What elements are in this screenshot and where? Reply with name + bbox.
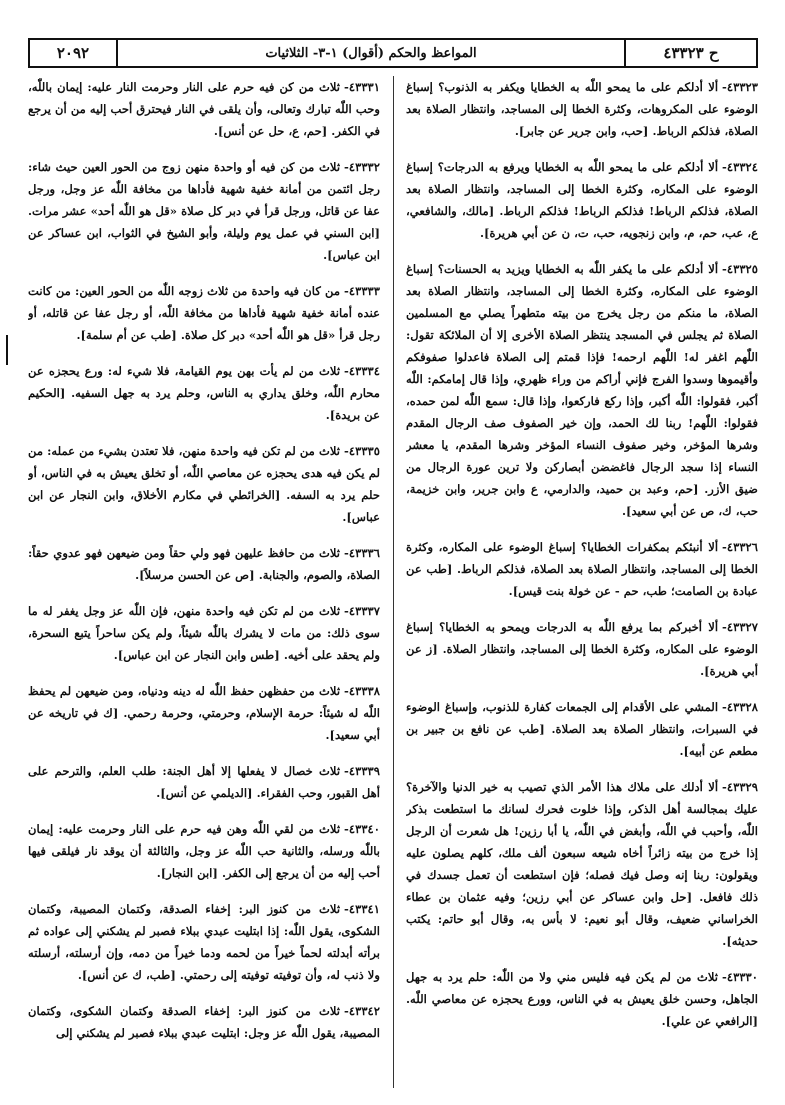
hadith-entry bbox=[28, 898, 380, 986]
hadith-entry bbox=[406, 696, 758, 762]
hadith-source: [الرافعي عن علي]. bbox=[661, 1014, 758, 1028]
hadith-text: ثلاث خصال لا يفعلها إلا أهل الجنة: طلب العلم، والترحم على أهل القبور، وحب الفقراء. bbox=[28, 764, 380, 800]
hadith-entry bbox=[28, 680, 380, 746]
hadith-entry bbox=[28, 1000, 380, 1044]
hadith-text: ثلاث من كن فيه حرم على النار وحرمت النار عليه: إيمان باللّٰه، وحب اللّٰه تبارك وتعالى، وأن يلقى في النار فيحترق أحب إليه من أن يرجع في الكفر. bbox=[28, 80, 380, 138]
hadith-number: ٤٣٣٣١- bbox=[344, 80, 380, 94]
hadith-source: [حب، وابن جرير عن جابر]. bbox=[514, 124, 649, 138]
hadith-number: ٤٣٣٢٥- bbox=[722, 262, 758, 276]
hadith-source: [الديلمي عن أنس]. bbox=[156, 786, 253, 800]
hadith-number: ٤٣٣٣٤- bbox=[344, 364, 380, 378]
hadith-number: ٤٣٣٢٤- bbox=[722, 160, 758, 174]
hadith-entry bbox=[28, 156, 380, 266]
hadith-number: ٤٣٣٢٧- bbox=[722, 620, 758, 634]
hadith-source: [مالك، والشافعي، ع، عب، حم، م، وابن زنجويه، حب، ت، ن عن أبي هريرة]. bbox=[406, 204, 758, 240]
hadith-source: [حم، وعبد بن حميد، والدارمي، ع وابن جرير، وابن خزيمة، حب، ك، ص عن أبي سعيد]. bbox=[406, 482, 758, 518]
hadith-number: ٤٣٣٤٠- bbox=[344, 822, 380, 836]
hadith-text: ألا أنبئكم بمكفرات الخطايا؟ إسباغ الوضوء على المكاره، وكثرة الخطا إلى المساجد، وانتظار الصلاة بعد الصلاة، فذلكم الرباط. bbox=[406, 540, 758, 576]
column-divider bbox=[393, 76, 394, 1088]
hadith-range: ح ٤٣٣٢٣ bbox=[624, 40, 756, 66]
hadith-source: [الخرائطي في مكارم الأخلاق، وابن النجار عن ابن عباس]. bbox=[28, 488, 380, 524]
hadith-entry bbox=[406, 258, 758, 522]
hadith-text: ألا أدلك على ملاك هذا الأمر الذي تصيب به خير الدنيا والآخرة؟ عليك بمجالسة أهل الذكر، وإذا خلوت فحرك لسانك ما استطعت بذكر اللّٰه، وأحبب في اللّٰه، وأبغض في اللّٰه، يا أبا رزين! هل شعرت أن الرجل إذا خرج من بيته زائراً أخاه شيعه سبعون ألف ملك، كلهم يصلون عليه ويقولون: ربنا إنه وصل فيك فصله؛ فإن استطعت أن تعمل جسدك في ذلك فافعل. bbox=[406, 780, 758, 904]
hadith-number: ٤٣٣٢٣- bbox=[722, 80, 758, 94]
margin-mark bbox=[6, 335, 8, 365]
hadith-number: ٤٣٣٣٢- bbox=[344, 160, 380, 174]
hadith-number: ٤٣٣٤٢- bbox=[344, 1004, 380, 1018]
hadith-number: ٤٣٣٣٨- bbox=[344, 684, 380, 698]
hadith-source: [طب، ك عن أنس]. bbox=[77, 968, 176, 982]
hadith-number: ٤٣٣٤١- bbox=[344, 902, 380, 916]
hadith-text: ثلاث من حفظهن حفظ اللّٰه له دينه ودنياه، ومن ضيعهن لم يحفظ اللّٰه له شيئاً: حرمة الإسلام، وحرمتي، وحرمة رحمي. bbox=[28, 684, 380, 720]
hadith-text: ثلاث من لم يكن فيه فليس مني ولا من اللّٰه: حلم يرد به جهل الجاهل، وحسن خلق يعيش به في الناس، وورع يحجزه عن معاصي اللّٰه. bbox=[406, 970, 758, 1006]
hadith-entry bbox=[406, 966, 758, 1032]
hadith-source: [طب عن أم سلمة]. bbox=[76, 328, 177, 342]
hadith-number: ٤٣٣٣٧- bbox=[344, 604, 380, 618]
hadith-source: [حل وابن عساكر عن أبي رزين؛ وفيه عثمان بن عطاء الخراساني ضعيف، وقال أبو نعيم: لا بأس به، وقال أبو حاتم: يكتب حديثه]. bbox=[406, 890, 758, 948]
hadith-entry bbox=[28, 440, 380, 528]
hadith-entry bbox=[406, 536, 758, 602]
hadith-text: من كان فيه واحدة من ثلاث زوجه اللّٰه من الحور العين: من كانت عنده أمانة خفية شهية فأداها من مخافة اللّٰه، أو رجل عفا عن قاتله، أو رجل قرأ «قل هو اللّٰه أحد» دبر كل صلاة. bbox=[28, 284, 380, 342]
running-title: المواعظ والحكم (أقوال) ١-٣- الثلاثيات bbox=[265, 45, 477, 61]
hadith-number: ٤٣٣٣٩- bbox=[344, 764, 380, 778]
hadith-text: ثلاث من لم تكن فيه واحدة منهن، فلا تعتدن بشيء من عمله: من لم يكن فيه هدى يحجزه عن معاصي اللّٰه، أو تخلق يعيش به في الناس، أو حلم يرد به السفه. bbox=[28, 444, 380, 502]
hadith-text: ثلاث من لم يأت بهن يوم القيامة، فلا شيء له: ورع يحجزه عن محارم اللّٰه، وخلق يداري به الناس، وحلم يرد به جهل السفيه. bbox=[28, 364, 380, 400]
left-column bbox=[28, 76, 380, 1088]
hadith-text: ألا أدلكم على ما يمحو اللّٰه به الخطايا ويكفر به الذنوب؟ إسباغ الوضوء على المكروهات، وكثرة الخطا إلى المساجد، وانتظار الصلاة بعد الصلاة، فذلكم الرباط. bbox=[406, 80, 758, 138]
hadith-entry bbox=[28, 280, 380, 346]
hadith-entry bbox=[28, 76, 380, 142]
hadith-text: ثلاث من حافظ عليهن فهو ولي حقاً ومن ضيعهن فهو عدوي حقاً: الصلاة، والصوم، والجنابة. bbox=[28, 546, 380, 582]
hadith-entry bbox=[28, 760, 380, 804]
hadith-number: ٤٣٣٢٩- bbox=[722, 780, 758, 794]
hadith-entry bbox=[28, 818, 380, 884]
hadith-number: ٤٣٣٢٦- bbox=[722, 540, 758, 554]
right-column bbox=[406, 76, 758, 1088]
hadith-text: ثلاث من لم تكن فيه واحدة منهن، فإن اللّٰه عز وجل يغفر له ما سوى ذلك: من مات لا يشرك باللّٰه شيئاً، ولم يكن ساحراً يتبع السحرة، ولم يحقد على أخيه. bbox=[28, 604, 380, 662]
hadith-source: [حم، ع، حل عن أنس]. bbox=[213, 124, 328, 138]
page-number: ٢٠٩٢ bbox=[30, 40, 118, 66]
hadith-source: [ك في تاريخه عن أبي سعيد]. bbox=[28, 706, 380, 742]
hadith-source: [الحكيم عن بريدة]. bbox=[28, 386, 380, 422]
hadith-source: [ابن السني في عمل يوم وليلة، وأبو الشيخ في الثواب، ابن عساكر عن ابن عباس]. bbox=[28, 226, 380, 262]
hadith-text: ألا أدلكم على ما يمحو اللّٰه به الخطايا ويرفع به الدرجات؟ إسباغ الوضوء على المكاره، وكثرة الخطا إلى المساجد، وانتظار الصلاة بعد الصلاة، فذلكم الرباط! فذلكم الرباط! فذلكم الرباط. bbox=[406, 160, 758, 218]
hadith-number: ٤٣٣٣٣- bbox=[344, 284, 380, 298]
hadith-source: [طب عن نافع بن جبير بن مطعم عن أبيه]. bbox=[406, 722, 758, 758]
hadith-source: [ابن النجار]. bbox=[156, 866, 218, 880]
hadith-entry bbox=[28, 600, 380, 666]
hadith-entry bbox=[406, 776, 758, 952]
hadith-entry bbox=[28, 542, 380, 586]
hadith-number: ٤٣٣٣٥- bbox=[344, 444, 380, 458]
hadith-number: ٤٣٣٣٠- bbox=[722, 970, 758, 984]
hadith-source: [ص عن الحسن مرسلاً]. bbox=[135, 568, 255, 582]
hadith-text: ألا أخبركم بما يرفع اللّٰه به الدرجات ويمحو به الخطايا؟ إسباغ الوضوء على المكاره، وكثرة الخطا إلى المساجد، وانتظار الصلاة. bbox=[406, 620, 758, 656]
hadith-entry bbox=[406, 76, 758, 142]
page bbox=[28, 14, 758, 1094]
hadith-text: ثلاث من كنوز البر: إخفاء الصدقة، وكتمان المصيبة، وكتمان الشكوى، يقول اللّٰه: إذا ابتليت عبدي ببلاء فصبر لم يشكني إلى عواده ثم برأته أبدلته لحماً خيراً من لحمه ودما خيراً من دمه، وإن أرسلته، أرسلته ولا ذنب له، وأن توفيته توفيته إلى رحمتي. bbox=[28, 902, 380, 982]
hadith-text: ثلاث من كنوز البر: إخفاء الصدقة وكتمان الشكوى، وكتمان المصيبة، يقول اللّٰه عز وجل: ابتليت عبدي ببلاء فصبر لم يشكني إلى bbox=[28, 1004, 380, 1040]
hadith-text: ثلاث من لقي اللّٰه وهن فيه حرم على النار وحرمت عليه: إيمان باللّٰه ورسله، والثانية حب اللّٰه عز وجل، والثالثة أن يوقد نار فيلقى فيها أحب إليه من أن يرجع إلى الكفر. bbox=[28, 822, 380, 880]
hadith-source: [طب عن عبادة بن الصامت؛ طب، حم - عن خولة بنت قيس]. bbox=[406, 562, 758, 598]
hadith-number: ٤٣٣٢٨- bbox=[722, 700, 758, 714]
hadith-entry bbox=[406, 156, 758, 244]
hadith-number: ٤٣٣٣٦- bbox=[344, 546, 380, 560]
page-header bbox=[28, 38, 758, 68]
hadith-entry bbox=[28, 360, 380, 426]
hadith-source: [طس وابن النجار عن ابن عباس]. bbox=[113, 648, 280, 662]
hadith-source: [ز عن أبي هريرة]. bbox=[406, 642, 758, 678]
hadith-entry bbox=[406, 616, 758, 682]
hadith-text: ثلاث من كن فيه أو واحدة منهن زوج من الحور العين حيث شاء: رجل ائتمن من أمانة خفية شهية فأداها من مخافة اللّٰه عز وجل، ورجل عفا عن قاتل، ورجل قرأ في دبر كل صلاة «قل هو اللّٰه أحد» عشر مرات. bbox=[28, 160, 380, 218]
hadith-text: ألا أدلكم على ما يكفر اللّٰه به الخطايا ويزيد به الحسنات؟ إسباغ الوضوء على المكاره، وكثرة الخطا إلى المساجد، وانتظار الصلاة بعد الصلاة، ما منكم من رجل يخرج من بيته متطهراً يصلي مع المسلمين الصلاة ثم يجلس في المسجد ينتظر الصلاة الأخرى إلا أن الملائكة تقول: اللّٰهم اغفر له! اللّٰهم ارحمه! فإذا قمتم إلى الصلاة فاعدلوا صفوفكم وأقيموها وسدوا الفرج فإني أراكم من وراء ظهري، وإذا قال إمامكم: اللّٰه أكبر، فقولوا: اللّٰه أكبر، وإذا ركع فاركعوا، وإذا قال: سمع اللّٰه لمن حمده، فقولوا: اللّٰهم! ربنا لك الحمد، وإن خير الصفوف صف الرجال المقدم وشرها المؤخر، وخير صفوف النساء المؤخر وشرها المقدم، يا معشر النساء إذا سجد الرجال فاغضضن أبصاركن ولا ترين عورة الرجال من ضيق الأزر. bbox=[406, 262, 758, 496]
hadith-text: المشي على الأقدام إلى الجمعات كفارة للذنوب، وإسباغ الوضوء في السبرات، وانتظار الصلاة بعد الصلاة. bbox=[406, 700, 758, 736]
